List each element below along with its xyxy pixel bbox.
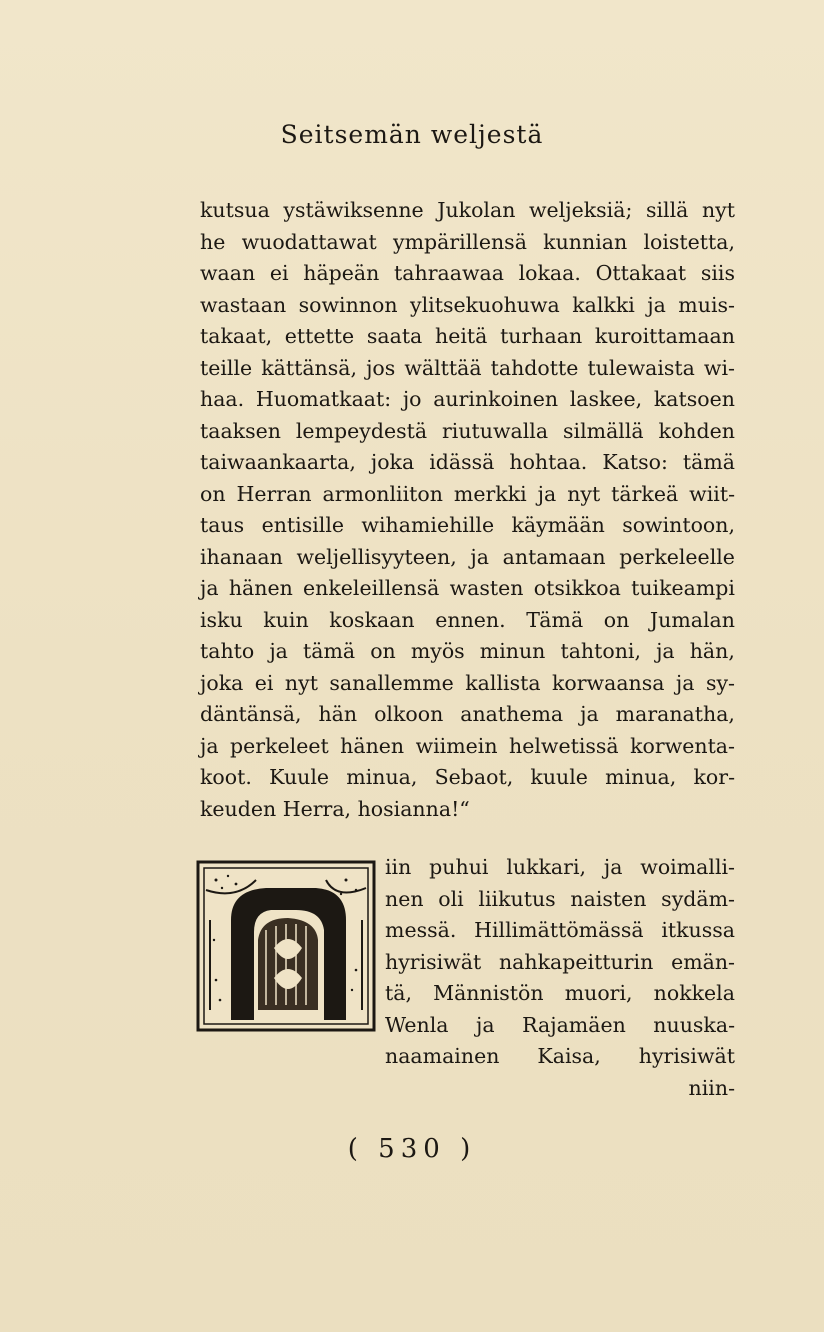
text-line: iin puhui lukkari, ja woimalli-	[385, 855, 735, 879]
text-line: joka ei nyt sanallemme kallista korwaansa ja sy-	[200, 670, 735, 695]
chapter-opening-text	[385, 852, 735, 1104]
text-line: tahto ja tämä on myös minun tahtoni, ja hän,	[200, 639, 735, 663]
text-line: niin-	[688, 1075, 735, 1100]
text-line: haa. Huomatkaat: jo aurinkoinen laskee, katsoen	[200, 387, 735, 411]
text-line: waan ei häpeän tahraawaa lokaa. Ottakaat siis	[200, 261, 735, 285]
text-line: ihanaan weljellisyyteen, ja antamaan perkeleelle	[200, 544, 735, 569]
text-line: Wenla ja Rajamäen nuuska-	[385, 1012, 735, 1037]
text-line: ja perkeleet hänen wiimein helwetissä korwenta-	[200, 733, 735, 758]
page-number: ( 530 )	[347, 1134, 477, 1164]
text-line: he wuodattawat ympärillensä kunnian loistetta,	[200, 229, 735, 254]
text-line: isku kuin koskaan ennen. Tämä on Jumalan	[200, 607, 735, 632]
decorated-initial-n-icon	[196, 860, 376, 1032]
text-line: takaat, ettette saata heitä turhaan kuroittamaan	[200, 324, 735, 348]
text-line: wastaan sowinnon ylitsekuohuwa kalkki ja muis-	[200, 292, 735, 317]
text-line: keuden Herra, hosianna!“	[200, 796, 470, 821]
text-line: taaksen lempeydestä riutuwalla silmällä kohden	[200, 418, 735, 443]
text-line: taiwaankaarta, joka idässä hohtaa. Katso: tämä	[200, 450, 735, 474]
text-line: messä. Hillimättömässä itkussa	[385, 918, 735, 942]
text-line: on Herran armonliiton merkki ja nyt tärkeä wiit-	[200, 481, 735, 506]
text-line: teille kättänsä, jos wälttää tahdotte tulewaista wi-	[200, 355, 735, 380]
text-line: koot. Kuule minua, Sebaot, kuule minua, kor-	[200, 765, 735, 789]
text-line: däntänsä, hän olkoon anathema ja maranatha,	[200, 702, 735, 726]
text-line: ja hänen enkeleillensä wasten otsikkoa tuikeampi	[200, 576, 735, 600]
text-line: tä, Männistön muori, nokkela	[385, 981, 735, 1005]
text-line: naamainen Kaisa, hyrisiwät	[385, 1044, 735, 1068]
text-line: kutsua ystäwiksenne Jukolan weljeksiä; sillä nyt	[200, 198, 735, 222]
body-paragraph	[200, 195, 735, 825]
running-header: Seitsemän weljestä	[280, 120, 544, 149]
text-line: hyrisiwät nahkapeitturin emän-	[385, 949, 735, 974]
text-line: nen oli liikutus naisten sydäm-	[385, 886, 735, 911]
text-line: taus entisille wihamiehille käymään sowintoon,	[200, 513, 735, 537]
